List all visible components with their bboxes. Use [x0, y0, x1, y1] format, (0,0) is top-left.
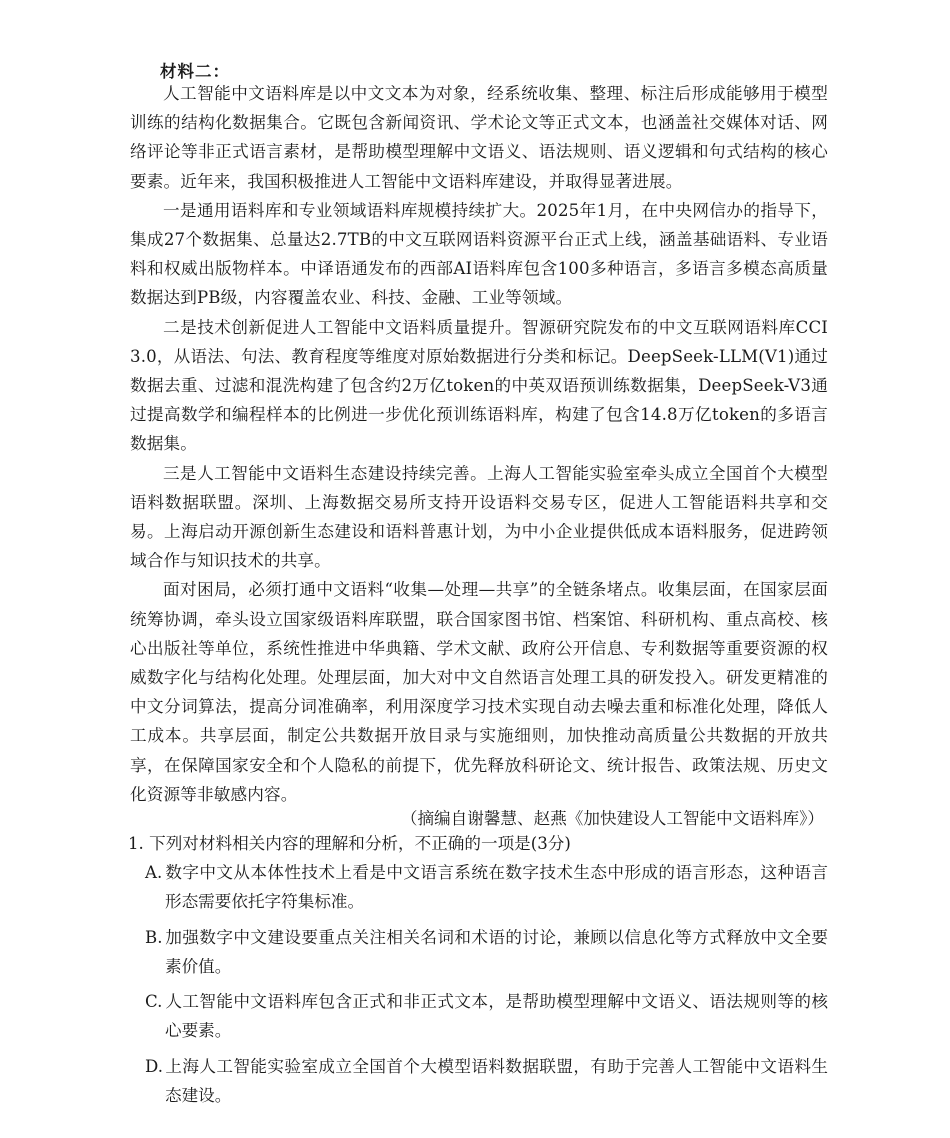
option-text: 数字中文从本体性技术上看是中文语言系统在数字技术生态中形成的语言形态，这种语言形态需要依托字符集标准。 — [165, 863, 828, 911]
passage-paragraph-second-point: 二是技术创新促进人工智能中文语料质量提升。智源研究院发布的中文互联网语料库CCI 3.0，从语法、句法、教育程度等维度对原始数据进行分类和标记。DeepSeek-LLM(V1)通过数据去重、过滤和混洗构建了包含约2万亿token的中英双语预训练数据集，DeepSeek-V3通过提高数学和编程样本的比例进一步优化预训练语料库，构建了包含14.8万亿token的多语言数据集。 — [130, 317, 828, 454]
option-text: 上海人工智能实验室成立全国首个大模型语料数据联盟，有助于完善人工智能中文语料生态建设。 — [165, 1056, 828, 1105]
passage-paragraph-conclusion: 面对困局，必须打通中文语料“收集—处理—共享”的全链条堵点。收集层面，在国家层面统筹协调，牵头设立国家级语料库联盟，联合国家图书馆、档案馆、科研机构、重点高校、核心出版社等单位，系统性推进中华典籍、学术文献、政府公开信息、专利数据等重要资源的权威数字化与结构化处理。处理层面，加大对中文自然语言处理工具的研发投入。研发更精准的中文分词算法，提高分词准确率，利用深度学习技术实现自动去噪去重和标准化处理，降低人工成本。共享层面，制定公共数据开放目录与实施细则，加快推动高质量公共数据的开放共享，在保障国家安全和个人隐私的前提下，优先释放科研论文、统计报告、政策法规、历史文化资源等非敏感内容。 — [130, 580, 828, 804]
passage-paragraph-third-point: 三是人工智能中文语料生态建设持续完善。上海人工智能实验室牵头成立全国首个大模型语料数据联盟。深圳、上海数据交易所支持开设语料交易专区，促进人工智能语料共享和交易。上海启动开源创新生态建设和语料普惠计划，为中小企业提供低成本语料服务，促进跨领域合作与知识技术的共享。 — [130, 463, 828, 571]
option-a — [145, 858, 828, 916]
option-label: C. — [145, 992, 163, 1011]
option-label: B. — [145, 927, 163, 947]
option-c — [145, 987, 828, 1045]
material-passage — [130, 79, 828, 809]
option-text: 加强数字中文建设要重点关注相关名词和术语的讨论，兼顾以信息化等方式释放中文全要素价值。 — [165, 927, 828, 976]
option-label: A. — [145, 863, 163, 882]
question-stem: 1. 下列对材料相关内容的理解和分析，不正确的一项是(3分) — [128, 834, 571, 853]
material-heading: 材料二： — [160, 62, 230, 81]
option-d — [145, 1052, 828, 1110]
option-text: 人工智能中文语料库包含正式和非正式文本，是帮助模型理解中文语义、语法规则等的核心要素。 — [165, 992, 828, 1040]
answer-options — [145, 858, 828, 1116]
option-b — [145, 923, 828, 981]
option-label: D. — [145, 1056, 163, 1076]
passage-paragraph-intro: 人工智能中文语料库是以中文文本为对象，经系统收集、整理、标注后形成能够用于模型训练的结构化数据集合。它既包含新闻资讯、学术论文等正式文本，也涵盖社交媒体对话、网络评论等非正式语言素材，是帮助模型理解中文语义、语法规则、语义逻辑和句式结构的核心要素。近年来，我国积极推进人工智能中文语料库建设，并取得显著进展。 — [130, 84, 828, 191]
source-citation: （摘编自谢馨慧、赵燕《加快建设人工智能中文语料库》） — [400, 809, 824, 828]
passage-paragraph-first-point: 一是通用语料库和专业领域语料库规模持续扩大。2025年1月，在中央网信办的指导下，集成27个数据集、总量达2.7TB的中文互联网语料资源平台正式上线，涵盖基础语料、专业语料和权威出版物样本。中译语通发布的西部AI语料库包含100多种语言，多语言多模态高质量数据达到PB级，内容覆盖农业、科技、金融、工业等领域。 — [130, 200, 828, 308]
